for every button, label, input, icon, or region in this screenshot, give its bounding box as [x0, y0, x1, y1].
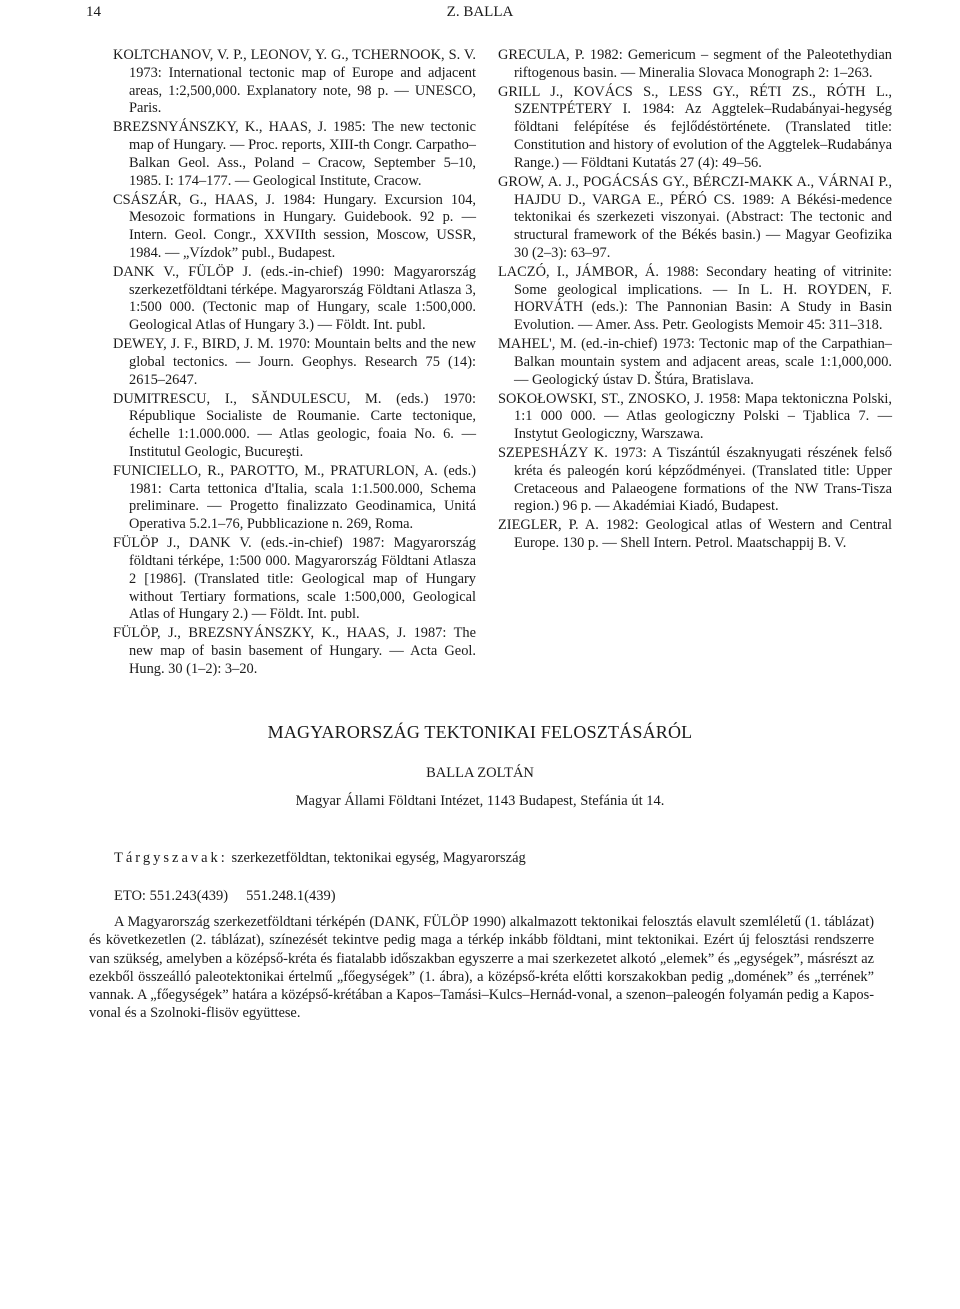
reference-entry: DUMITRESCU, I., SĂNDULESCU, M. (eds.) 1970: République Socialiste de Roumanie. Carte tectonique, échelle 1:1.000.000. — Atlas geologic, foaia No. 6. — Institutul Geologic, Bucureşti.	[113, 390, 476, 460]
keywords-line	[114, 850, 914, 867]
reference-entry: CSÁSZÁR, G., HAAS, J. 1984: Hungary. Excursion 104, Mesozoic formations in Hungary. Guidebook. 92 p. — Intern. Geol. Congr., XXVIIth session, Moscow, USSR, 1984. — „Vízdok” publ., Budapest.	[113, 191, 476, 261]
keywords-value: szerkezetföldtan, tektonikai egység, Magyarország	[231, 850, 526, 866]
page-header	[0, 0, 960, 40]
abstract-body: A Magyarország szerkezetföldtani térképén (DANK, FÜLÖP 1990) alkalmazott tektonikai felosztás elavult szemléletű (1. táblázat) és következetlen (2. táblázat), színezését tekintve pedig maga a térkép inkább földtani, mint tektonikai. Ezért új felosztási rendszerre van szükség, amelyben a középső-kréta és fiatalabb időszakban egyszerre a mai szerkezetet alkotó „elemek” és „egységek”, másrészt az ezekből összeálló paleotektonikai értelmű „főegységek” (1. ábra), a középső-kréta előtti korszakokban pedig „domének” és „terrének” vannak. A „főegységek” határa a középső-krétában a Kapos–Tamási–Kulcs–Hernád-vonal, a szenon–paleogén folyamán pedig a Kapos-vonal és a Szolnoki-flisöv együttese.	[89, 914, 874, 1022]
abstract-affiliation: Magyar Állami Földtani Intézet, 1143 Budapest, Stefánia út 14.	[295, 793, 665, 809]
page-number: 14	[86, 4, 101, 20]
eto-line	[114, 888, 336, 905]
reference-entry: KOLTCHANOV, V. P., LEONOV, Y. G., TCHERNOOK, S. V. 1973: International tectonic map of Europe and adjacent areas, 1:2,500,000. Explanatory note, 98 p. — UNESCO, Paris.	[113, 47, 476, 117]
running-head: Z. BALLA	[446, 4, 514, 20]
abstract-title: MAGYARORSZÁG TEKTONIKAI FELOSZTÁSÁRÓL	[267, 722, 693, 742]
reference-entry: GRILL J., KOVÁCS S., LESS GY., RÉTI ZS., RÓTH L., SZENTPÉTERY I. 1984: Az Aggtelek–Rudabányai-hegység földtani felépítése és fejlődéstörténete. (Translated title: Constitution and history of evolution of the Aggtelek–Rudabánya Range.) — Földtani Kutatás 27 (4): 49–56.	[498, 83, 892, 171]
keywords-label: Tárgyszavak:	[114, 850, 228, 866]
eto-code-1: 551.243(439)	[149, 888, 229, 904]
references-right-column	[498, 47, 892, 554]
reference-entry: FÜLÖP, J., BREZSNYÁNSZKY, K., HAAS, J. 1987: The new map of basin basement of Hungary. — Acta Geol. Hung. 30 (1–2): 3–20.	[113, 625, 476, 677]
reference-entry: FUNICIELLO, R., PAROTTO, M., PRATURLON, A. (eds.) 1981: Carta tettonica d'Italia, scala 1:1.500.000, Schema preliminare. — Progetto finalizzato Geodinamica, Unitá Operativa 5.2.1–76, Pubblicazione n. 269, Roma.	[113, 462, 476, 533]
reference-entry: MAHEL', M. (ed.-in-chief) 1973: Tectonic map of the Carpathian–Balkan mountain system and adjacent areas, scale 1:1,000,000. — Geologický ústav D. Štúra, Bratislava.	[498, 336, 892, 388]
reference-entry: FÜLÖP J., DANK V. (eds.-in-chief) 1987: Magyarország földtani térképe, 1:500 000. Magyarország Földtani Atlasza 2 [1986]. (Translated title: Geological map of Hungary without Tertiary formations, scale 1:500,000, Geological Atlas of Hungary 2.) — Földt. Int. publ.	[113, 535, 476, 623]
reference-entry: SZEPESHÁZY K. 1973: A Tiszántúl északnyugati részének felső kréta és paleogén korú képződményei. (Translated title: Upper Cretaceous and Palaeogene formations of the NW Trans-Tisza region.) 96 p. — Akadémiai Kiadó, Budapest.	[498, 445, 892, 515]
reference-entry: SOKOŁOWSKI, ST., ZNOSKO, J. 1958: Mapa tektoniczna Polski, 1:1 000 000. — Atlas geologiczny Polski – Tjablica 7. — Instytut Geologiczny, Warszawa.	[498, 390, 892, 443]
reference-entry: GROW, A. J., POGÁCSÁS GY., BÉRCZI-MAKK A., VÁRNAI P., HAJDU D., VARGA E., PÉRÓ CS. 1989: A Békési-medence tektonikai és szerkezeti viszonyai. (Abstract: The tectonic and structural framework of the Békés basin.) — Magyar Geofizika 30 (2–3): 63–97.	[498, 173, 892, 261]
abstract-author: BALLA ZOLTÁN	[426, 765, 534, 781]
reference-entry: BREZSNYÁNSZKY, K., HAAS, J. 1985: The new tectonic map of Hungary. — Proc. reports, XIII-th Congr. Carpatho–Balkan Geol. Ass., Poland – Cracow, September 5–10, 1985. I: 174–177. — Geological Institute, Cracow.	[113, 119, 476, 189]
reference-entry: DEWEY, J. F., BIRD, J. M. 1970: Mountain belts and the new global tectonics. — Journ. Geophys. Research 75 (14): 2615–2647.	[113, 336, 476, 388]
references-left-column	[113, 47, 476, 680]
reference-entry: GRECULA, P. 1982: Gemericum – segment of the Paleotethydian riftogenous basin. — Mineralia Slovaca Monograph 2: 1–263.	[498, 47, 892, 81]
reference-entry: LACZÓ, I., JÁMBOR, Á. 1988: Secondary heating of vitrinite: Some geological implications. — In L. H. ROYDEN, F. HORVÁTH (eds.): The Pannonian Basin: A Study in Basin Evolution. — Amer. Ass. Petr. Geologists Memoir 45: 311–318.	[498, 263, 892, 334]
eto-code-2: 551.248.1(439)	[246, 888, 336, 904]
reference-entry: DANK V., FÜLÖP J. (eds.-in-chief) 1990: Magyarország szerkezetföldtani térképe. Magyarország Földtani Atlasza 3, 1:500 000. (Tectonic map of Hungary, scale 1:500,000. Geological Atlas of Hungary 3.) — Földt. Int. publ.	[113, 263, 476, 334]
reference-entry: ZIEGLER, P. A. 1982: Geological atlas of Western and Central Europe. 130 p. — Shell Intern. Petrol. Maatschappij B. V.	[498, 517, 892, 552]
eto-label: ETO:	[114, 888, 146, 904]
